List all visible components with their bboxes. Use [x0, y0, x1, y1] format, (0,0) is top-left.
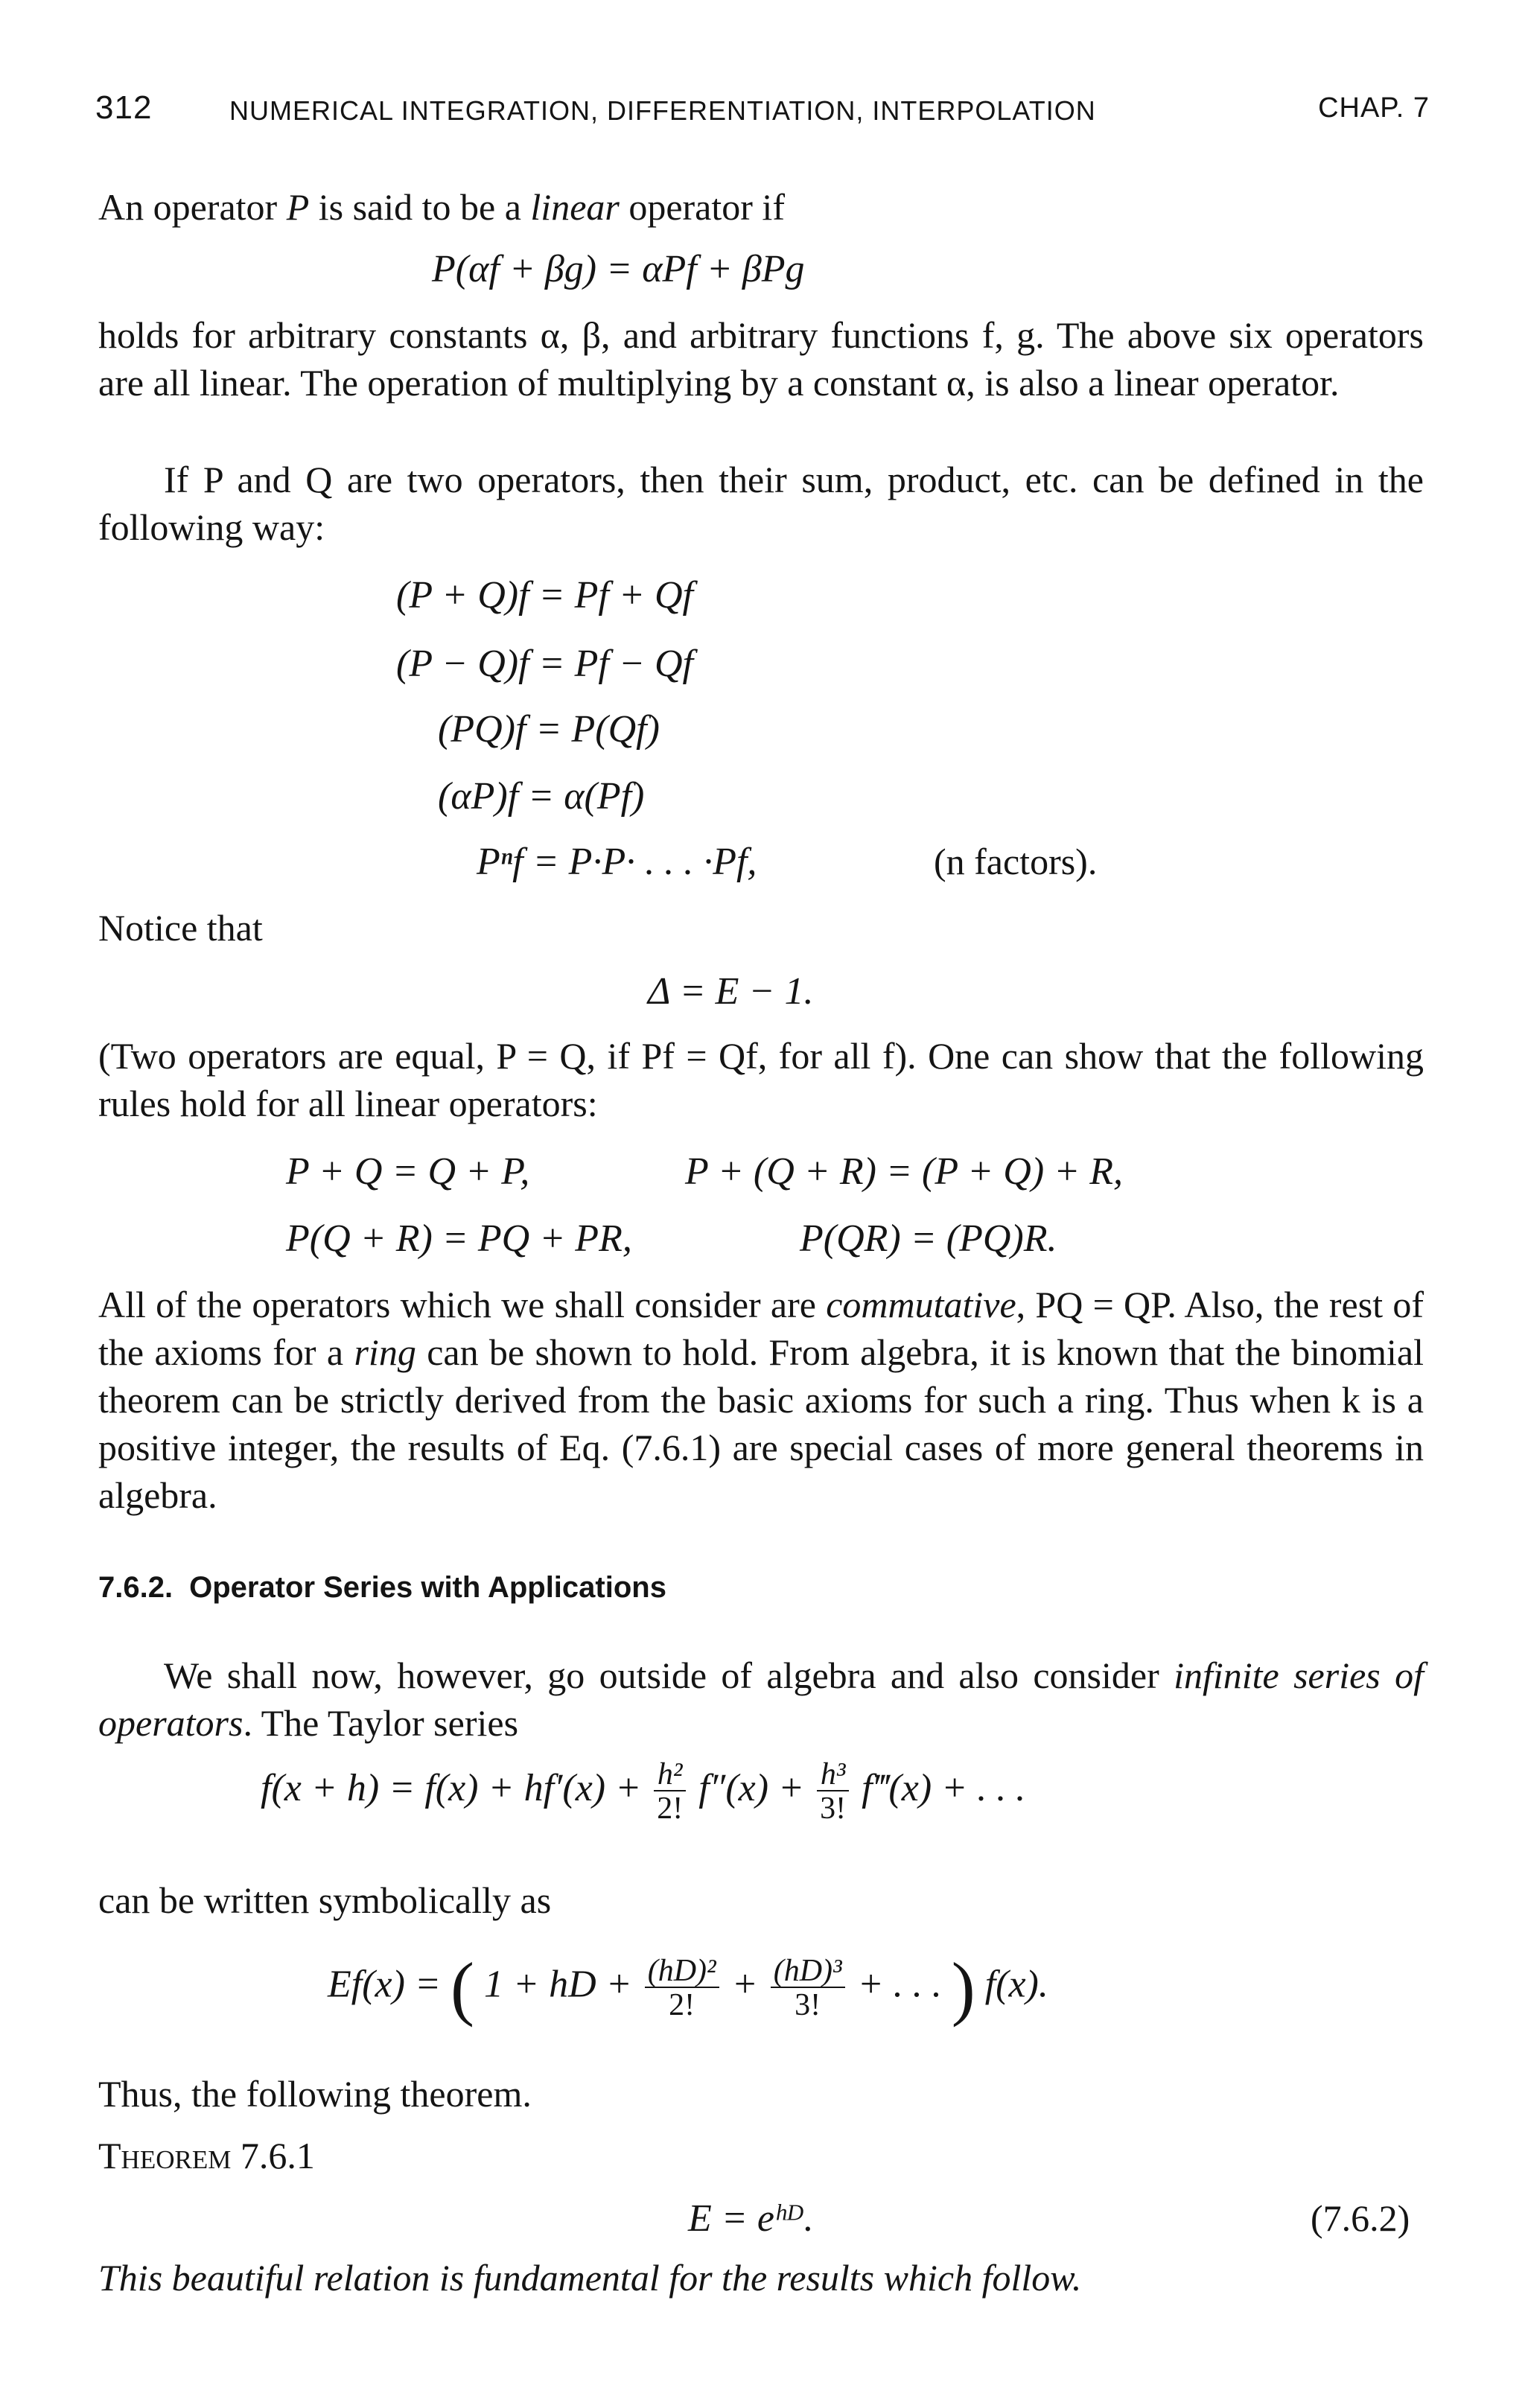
paragraph-symbolic: can be written symbolically as	[98, 1879, 552, 1921]
ef-num-hd3: (hD)³	[773, 1953, 842, 1988]
ef-den-3: 3!	[771, 1987, 845, 2021]
taylor-fraction-h3	[817, 1759, 849, 1824]
taylor-num-h2: h²	[657, 1757, 683, 1791]
taylor-den-2: 2!	[654, 1790, 686, 1824]
ef-fraction-hd2	[645, 1955, 719, 2021]
equation-number-tag: (7.6.2)	[1311, 2197, 1410, 2239]
running-header	[95, 89, 1430, 134]
equation-delta: Δ = E − 1.	[648, 970, 814, 1013]
chapter-label: CHAP. 7	[1318, 92, 1430, 124]
ef-close-paren: )	[951, 1948, 975, 2028]
ef-num-hd2: (hD)²	[647, 1953, 716, 1988]
equation-linearity: P(αf + βg) = αPf + βPg	[432, 248, 805, 290]
p1-after: operator if	[619, 186, 785, 228]
p1-symbol-p: P	[286, 186, 310, 228]
notice-that: Notice that	[98, 907, 263, 949]
ef-rhs: f(x).	[984, 1963, 1048, 2006]
subsection-title: Operator Series with Applications	[189, 1571, 666, 1604]
taylor-term3: f‴(x) + . . .	[862, 1766, 1026, 1809]
equation-power: Pⁿf = P·P· . . . ·Pf,	[477, 841, 757, 883]
paragraph-commutative-ring	[98, 1281, 1424, 1519]
theorem-number: 7.6.1	[240, 2135, 315, 2176]
theorem-label	[98, 2134, 315, 2177]
ef-open-paren: (	[451, 1948, 474, 2028]
taylor-den-3: 3!	[817, 1790, 849, 1824]
p5-part-b: , PQ = QP. Also, the rest of the axioms for a	[98, 1284, 1424, 1373]
subsection-heading	[98, 1571, 666, 1605]
rule-associative-product: P(QR) = (PQ)R.	[800, 1217, 1057, 1260]
p5-part-c: can be shown to hold. From algebra, it is known that the binomial theorem can be strictly derived from the basic axioms for such a ring. Thus when k is a positive integer, the results of Eq. (7.6.1) are special cases of more general theorems in algebra.	[98, 1331, 1424, 1516]
equation-sum: (P + Q)f = Pf + Qf	[396, 574, 693, 617]
p6-infinite-term: infinite series of operators	[98, 1654, 1424, 1744]
paragraph-arbitrary-constants: holds for arbitrary constants α, β, and arbitrary functions f, g. The above six operators are all linear. The operation of multiplying by a constant α, is also a linear operator.	[98, 314, 1424, 404]
p1-linear-term: linear	[530, 186, 620, 228]
p6-part-a: We shall now, however, go outside of algebra and also consider	[164, 1654, 1174, 1696]
paragraph-infinite-series	[98, 1651, 1424, 1747]
paragraph-sum-product: If P and Q are two operators, then their sum, product, etc. can be defined in the following way:	[98, 459, 1424, 548]
subsection-number: 7.6.2.	[98, 1571, 173, 1604]
taylor-lhs: f(x + h) = f(x) + hf′(x) +	[261, 1766, 642, 1809]
ef-dots: + . . .	[857, 1963, 942, 2006]
closing-remark: This beautiful relation is fundamental for the results which follow.	[98, 2257, 1082, 2299]
equation-difference: (P − Q)f = Pf − Qf	[396, 643, 693, 685]
p1-before: An operator	[98, 186, 287, 228]
ef-fraction-hd3	[771, 1955, 845, 2021]
taylor-num-h3: h³	[820, 1757, 846, 1791]
equation-product: (PQ)f = P(Qf)	[438, 708, 660, 751]
ef-lhs: Ef(x) =	[328, 1963, 442, 2006]
running-title: NUMERICAL INTEGRATION, DIFFERENTIATION, INTERPOLATION	[229, 95, 1096, 126]
p6-part-b: . The Taylor series	[243, 1702, 519, 1744]
equation-main-theorem: E = eʰᴰ.	[688, 2197, 814, 2240]
paragraph-operator-equality: (Two operators are equal, P = Q, if Pf = Qf, for all f). One can show that the following rules hold for all linear operators:	[98, 1035, 1424, 1124]
ef-plus: +	[731, 1963, 758, 2006]
p5-ring-term: ring	[354, 1331, 416, 1373]
taylor-term2: f″(x) +	[698, 1766, 805, 1809]
page-number: 312	[95, 89, 153, 126]
paragraph-thus: Thus, the following theorem.	[98, 2073, 532, 2115]
equation-scalar: (αP)f = α(Pf)	[438, 775, 645, 818]
theorem-word: Theorem	[98, 2135, 232, 2176]
ef-den-2: 2!	[645, 1987, 719, 2021]
equation-shift-operator-series	[328, 1946, 1048, 2029]
taylor-fraction-h2	[654, 1759, 686, 1824]
p5-commutative-term: commutative	[826, 1284, 1016, 1325]
paragraph-linear-operator	[98, 183, 1424, 231]
rule-distributive: P(Q + R) = PQ + PR,	[286, 1217, 632, 1260]
equation-taylor-series	[261, 1759, 1025, 1824]
p1-middle: is said to be a	[309, 186, 531, 228]
rule-associative-sum: P + (Q + R) = (P + Q) + R,	[685, 1150, 1123, 1193]
n-factors-note: (n factors).	[934, 841, 1098, 882]
p5-part-a: All of the operators which we shall consider are	[98, 1284, 827, 1325]
rule-commutative-sum: P + Q = Q + P,	[286, 1150, 530, 1193]
ef-first-terms: 1 + hD +	[483, 1963, 632, 2006]
